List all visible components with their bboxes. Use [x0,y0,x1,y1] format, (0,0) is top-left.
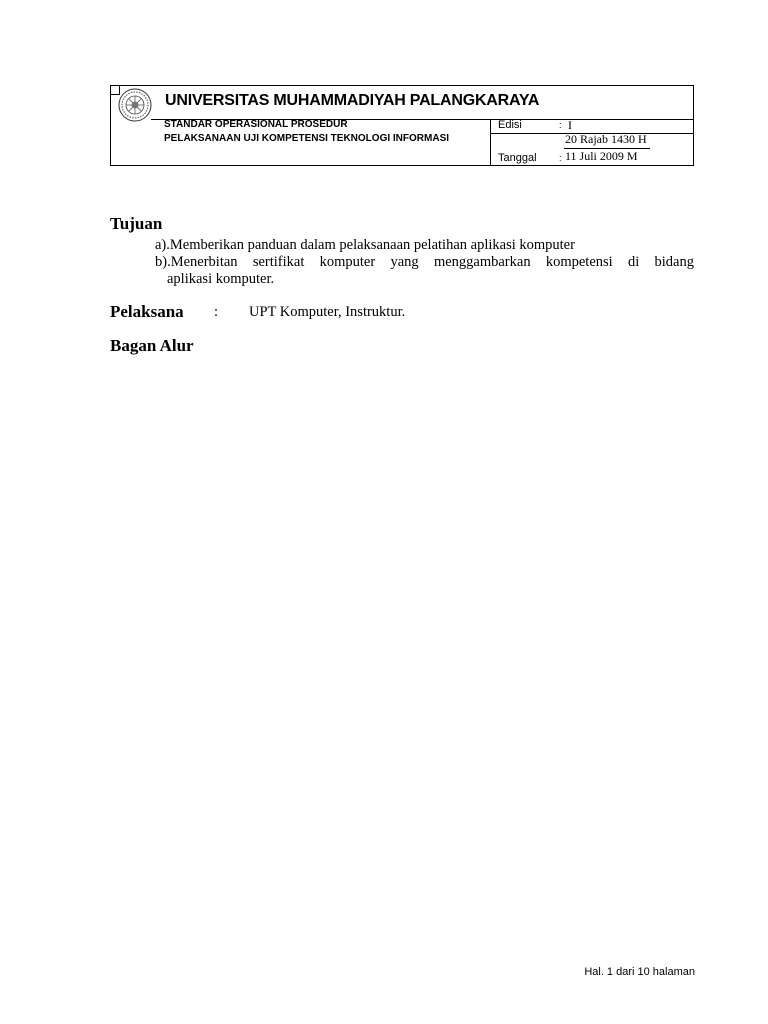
pelaksana-heading: Pelaksana [110,302,184,321]
tujuan-item-b: b).Menerbitan sertifikat komputer yang menggambarkan kompetensi di bidang [155,254,694,270]
university-seal-icon [117,87,153,123]
bagan-alur-heading: Bagan Alur [110,336,194,355]
university-name: UNIVERSITAS MUHAMMADIYAH PALANGKARAYA [165,92,540,109]
document-header [110,85,694,166]
date-gregorian: 11 Juli 2009 M [565,149,638,163]
date-hijri: 20 Rajab 1430 H [565,132,647,146]
tujuan-item-b-continued: aplikasi komputer. [167,271,275,287]
tujuan-item-a: a).Memberikan panduan dalam pelaksanaan pelatihan aplikasi komputer [155,237,575,253]
tujuan-heading: Tujuan [110,214,163,233]
edisi-colon: : [559,120,562,130]
tanggal-label: Tanggal [498,152,537,164]
tanggal-colon: : [559,153,562,163]
edisi-value: I [568,118,572,132]
pelaksana-colon: : [214,304,219,320]
sop-title: STANDAR OPERASIONAL PROSEDUR [164,119,348,130]
pelaksana-value: UPT Komputer, Instruktur. [249,304,406,320]
sop-subtitle: PELAKSANAAN UJI KOMPETENSI TEKNOLOGI INFORMASI [164,133,450,144]
meta-column-divider [490,119,491,165]
page-number: Hal. 1 dari 10 halaman [584,966,695,978]
edisi-label: Edisi [498,119,522,131]
